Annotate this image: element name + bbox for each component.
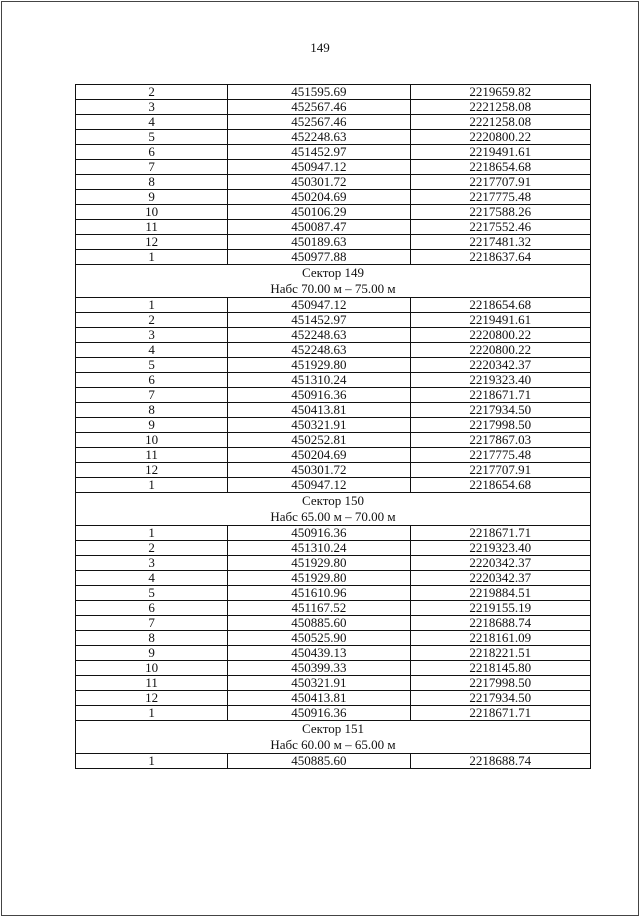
y-coordinate-cell: 2220342.37 (410, 556, 590, 571)
table-row (76, 616, 591, 631)
point-number-cell: 2 (76, 541, 228, 556)
table-row (76, 175, 591, 190)
x-coordinate-cell: 450301.72 (228, 175, 410, 190)
point-number-cell: 10 (76, 205, 228, 220)
table-row (76, 250, 591, 265)
point-number-cell: 8 (76, 175, 228, 190)
table-row (76, 586, 591, 601)
x-coordinate-cell: 450252.81 (228, 433, 410, 448)
x-coordinate-cell: 450885.60 (228, 754, 410, 769)
table-row (76, 373, 591, 388)
point-number-cell: 10 (76, 433, 228, 448)
x-coordinate-cell: 450525.90 (228, 631, 410, 646)
point-number-cell: 12 (76, 235, 228, 250)
x-coordinate-cell: 451452.97 (228, 313, 410, 328)
x-coordinate-cell: 450439.13 (228, 646, 410, 661)
y-coordinate-cell: 2218688.74 (410, 616, 590, 631)
sector-height-range: Набс 60.00 м – 65.00 м (76, 737, 591, 754)
point-number-cell: 4 (76, 115, 228, 130)
x-coordinate-cell: 452248.63 (228, 343, 410, 358)
x-coordinate-cell: 450947.12 (228, 298, 410, 313)
y-coordinate-cell: 2220800.22 (410, 328, 590, 343)
y-coordinate-cell: 2218688.74 (410, 754, 590, 769)
y-coordinate-cell: 2221258.08 (410, 100, 590, 115)
point-number-cell: 4 (76, 571, 228, 586)
point-number-cell: 5 (76, 130, 228, 145)
point-number-cell: 1 (76, 526, 228, 541)
y-coordinate-cell: 2218654.68 (410, 298, 590, 313)
x-coordinate-cell: 450947.12 (228, 160, 410, 175)
y-coordinate-cell: 2218671.71 (410, 388, 590, 403)
y-coordinate-cell: 2218145.80 (410, 661, 590, 676)
y-coordinate-cell: 2220342.37 (410, 571, 590, 586)
y-coordinate-cell: 2217481.32 (410, 235, 590, 250)
table-row (76, 160, 591, 175)
point-number-cell: 1 (76, 298, 228, 313)
y-coordinate-cell: 2217707.91 (410, 175, 590, 190)
y-coordinate-cell: 2219491.61 (410, 313, 590, 328)
y-coordinate-cell: 2218654.68 (410, 160, 590, 175)
y-coordinate-cell: 2220342.37 (410, 358, 590, 373)
table-row (76, 298, 591, 313)
y-coordinate-cell: 2219323.40 (410, 373, 590, 388)
x-coordinate-cell: 450087.47 (228, 220, 410, 235)
table-row (76, 601, 591, 616)
x-coordinate-cell: 452567.46 (228, 100, 410, 115)
x-coordinate-cell: 451929.80 (228, 556, 410, 571)
point-number-cell: 1 (76, 706, 228, 721)
point-number-cell: 7 (76, 616, 228, 631)
table-row (76, 541, 591, 556)
x-coordinate-cell: 450106.29 (228, 205, 410, 220)
table-row (76, 433, 591, 448)
sector-height-range: Набс 65.00 м – 70.00 м (76, 509, 591, 526)
y-coordinate-cell: 2217934.50 (410, 403, 590, 418)
point-number-cell: 6 (76, 145, 228, 160)
point-number-cell: 9 (76, 190, 228, 205)
y-coordinate-cell: 2217775.48 (410, 448, 590, 463)
x-coordinate-cell: 450413.81 (228, 691, 410, 706)
x-coordinate-cell: 450189.63 (228, 235, 410, 250)
y-coordinate-cell: 2217707.91 (410, 463, 590, 478)
point-number-cell: 4 (76, 343, 228, 358)
x-coordinate-cell: 451452.97 (228, 145, 410, 160)
point-number-cell: 6 (76, 373, 228, 388)
table-row (76, 313, 591, 328)
y-coordinate-cell: 2217588.26 (410, 205, 590, 220)
point-number-cell: 5 (76, 586, 228, 601)
table-row (76, 463, 591, 478)
y-coordinate-cell: 2219659.82 (410, 85, 590, 100)
x-coordinate-cell: 451929.80 (228, 358, 410, 373)
x-coordinate-cell: 451310.24 (228, 373, 410, 388)
x-coordinate-cell: 450301.72 (228, 463, 410, 478)
x-coordinate-cell: 451929.80 (228, 571, 410, 586)
table-row (76, 646, 591, 661)
table-row (76, 85, 591, 100)
page-number: 149 (310, 40, 330, 55)
y-coordinate-cell: 2217998.50 (410, 676, 590, 691)
table-row (76, 190, 591, 205)
table-row (76, 205, 591, 220)
table-row (76, 676, 591, 691)
y-coordinate-cell: 2218671.71 (410, 526, 590, 541)
sector-height-row (76, 737, 591, 754)
table-row (76, 220, 591, 235)
table-row (76, 631, 591, 646)
x-coordinate-cell: 450399.33 (228, 661, 410, 676)
y-coordinate-cell: 2217552.46 (410, 220, 590, 235)
point-number-cell: 10 (76, 661, 228, 676)
y-coordinate-cell: 2220800.22 (410, 130, 590, 145)
table-row (76, 418, 591, 433)
x-coordinate-cell: 450947.12 (228, 478, 410, 493)
y-coordinate-cell: 2217867.03 (410, 433, 590, 448)
x-coordinate-cell: 450321.91 (228, 418, 410, 433)
sector-title-row (76, 265, 591, 282)
point-number-cell: 11 (76, 448, 228, 463)
y-coordinate-cell: 2221258.08 (410, 115, 590, 130)
y-coordinate-cell: 2217934.50 (410, 691, 590, 706)
x-coordinate-cell: 452248.63 (228, 130, 410, 145)
coordinates-table-body (76, 85, 591, 769)
sector-height-range: Набс 70.00 м – 75.00 м (76, 281, 591, 298)
point-number-cell: 8 (76, 631, 228, 646)
x-coordinate-cell: 451310.24 (228, 541, 410, 556)
x-coordinate-cell: 450885.60 (228, 616, 410, 631)
x-coordinate-cell: 452248.63 (228, 328, 410, 343)
point-number-cell: 1 (76, 754, 228, 769)
y-coordinate-cell: 2219155.19 (410, 601, 590, 616)
x-coordinate-cell: 451595.69 (228, 85, 410, 100)
table-row (76, 235, 591, 250)
point-number-cell: 11 (76, 220, 228, 235)
point-number-cell: 1 (76, 478, 228, 493)
point-number-cell: 1 (76, 250, 228, 265)
table-row (76, 556, 591, 571)
table-row (76, 145, 591, 160)
x-coordinate-cell: 450321.91 (228, 676, 410, 691)
x-coordinate-cell: 452567.46 (228, 115, 410, 130)
point-number-cell: 2 (76, 313, 228, 328)
sector-title: Сектор 150 (76, 493, 591, 510)
point-number-cell: 8 (76, 403, 228, 418)
sector-height-row (76, 509, 591, 526)
table-row (76, 358, 591, 373)
table-row (76, 130, 591, 145)
table-row (76, 328, 591, 343)
table-row (76, 706, 591, 721)
table-row (76, 691, 591, 706)
point-number-cell: 3 (76, 556, 228, 571)
point-number-cell: 9 (76, 418, 228, 433)
point-number-cell: 3 (76, 100, 228, 115)
x-coordinate-cell: 450916.36 (228, 526, 410, 541)
sector-title-row (76, 721, 591, 738)
table-row (76, 403, 591, 418)
table-row (76, 661, 591, 676)
table-row (76, 571, 591, 586)
point-number-cell: 7 (76, 160, 228, 175)
x-coordinate-cell: 450916.36 (228, 706, 410, 721)
point-number-cell: 3 (76, 328, 228, 343)
table-row (76, 115, 591, 130)
x-coordinate-cell: 450204.69 (228, 448, 410, 463)
table-row (76, 388, 591, 403)
point-number-cell: 12 (76, 463, 228, 478)
point-number-cell: 5 (76, 358, 228, 373)
y-coordinate-cell: 2218637.64 (410, 250, 590, 265)
x-coordinate-cell: 450413.81 (228, 403, 410, 418)
x-coordinate-cell: 450916.36 (228, 388, 410, 403)
y-coordinate-cell: 2219884.51 (410, 586, 590, 601)
sector-height-row (76, 281, 591, 298)
table-row (76, 526, 591, 541)
sector-title: Сектор 149 (76, 265, 591, 282)
y-coordinate-cell: 2217998.50 (410, 418, 590, 433)
point-number-cell: 11 (76, 676, 228, 691)
point-number-cell: 2 (76, 85, 228, 100)
y-coordinate-cell: 2217775.48 (410, 190, 590, 205)
x-coordinate-cell: 450977.88 (228, 250, 410, 265)
coordinates-table (75, 84, 591, 769)
table-row (76, 100, 591, 115)
sector-title-row (76, 493, 591, 510)
y-coordinate-cell: 2218161.09 (410, 631, 590, 646)
y-coordinate-cell: 2219491.61 (410, 145, 590, 160)
table-row (76, 343, 591, 358)
x-coordinate-cell: 451167.52 (228, 601, 410, 616)
table-row (76, 478, 591, 493)
point-number-cell: 9 (76, 646, 228, 661)
x-coordinate-cell: 450204.69 (228, 190, 410, 205)
sector-title: Сектор 151 (76, 721, 591, 738)
y-coordinate-cell: 2219323.40 (410, 541, 590, 556)
y-coordinate-cell: 2218221.51 (410, 646, 590, 661)
table-row (76, 448, 591, 463)
x-coordinate-cell: 451610.96 (228, 586, 410, 601)
table-row (76, 754, 591, 769)
y-coordinate-cell: 2218671.71 (410, 706, 590, 721)
point-number-cell: 12 (76, 691, 228, 706)
y-coordinate-cell: 2218654.68 (410, 478, 590, 493)
point-number-cell: 7 (76, 388, 228, 403)
point-number-cell: 6 (76, 601, 228, 616)
y-coordinate-cell: 2220800.22 (410, 343, 590, 358)
